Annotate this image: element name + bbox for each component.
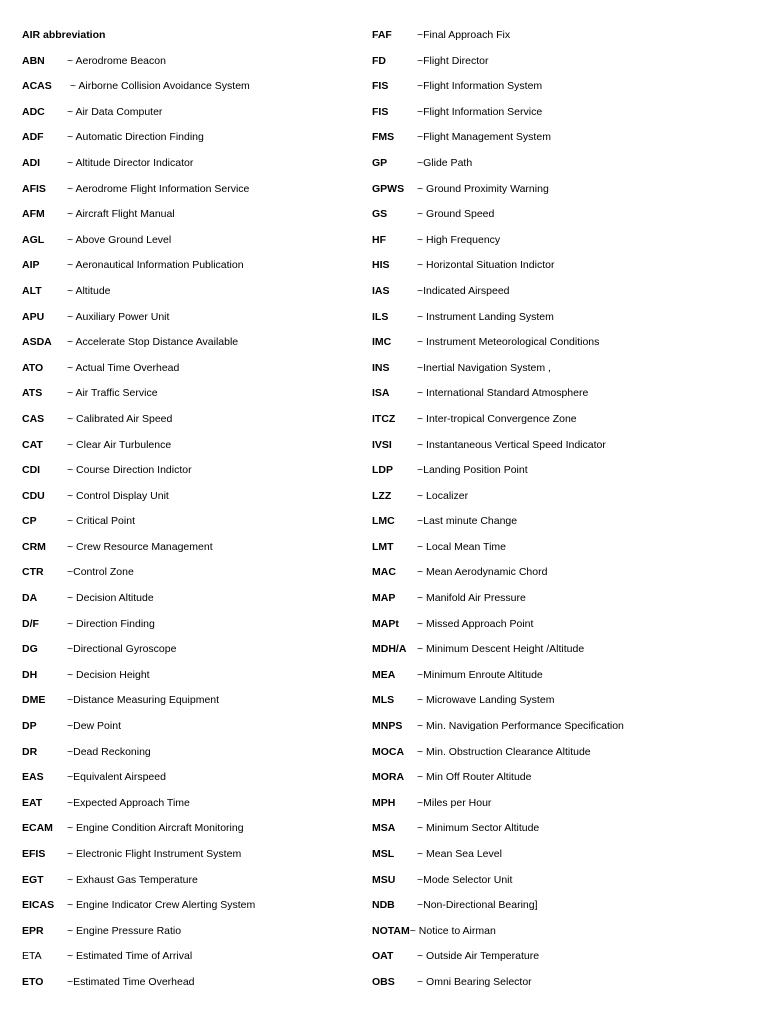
abbreviation-term: FD (372, 54, 386, 67)
abbreviation-row (372, 513, 752, 539)
abbreviation-term: ATS (22, 387, 43, 400)
abbreviation-row (22, 616, 362, 642)
abbreviation-term: OBS (372, 975, 395, 988)
abbreviation-row (372, 257, 752, 283)
abbreviation-term: MSA (372, 822, 396, 835)
list-heading: AIR abbreviation (22, 29, 106, 41)
abbreviation-row (22, 437, 362, 463)
abbreviation-term: MEA (372, 668, 396, 681)
abbreviation-term: CTR (22, 566, 44, 579)
abbreviation-row (22, 104, 362, 130)
abbreviation-term: CAS (22, 412, 45, 425)
abbreviation-term: ISA (372, 387, 390, 400)
abbreviation-row (372, 232, 752, 258)
abbreviation-definition: ~ Clear Air Turbulence (67, 438, 172, 451)
abbreviation-term: LMT (372, 540, 394, 553)
abbreviation-definition: ~ Airborne Collision Avoidance System (67, 80, 250, 93)
abbreviation-term: MNPS (372, 720, 403, 733)
abbreviation-row (22, 232, 362, 258)
abbreviation-definition: ~Flight Information Service (417, 105, 543, 118)
abbreviation-row (372, 974, 752, 1000)
abbreviation-row (22, 795, 362, 821)
abbreviation-term: CDI (22, 464, 41, 477)
abbreviation-term: HIS (372, 259, 390, 272)
abbreviation-row (372, 129, 752, 155)
abbreviation-row (22, 692, 362, 718)
abbreviation-term: LZZ (372, 489, 392, 502)
abbreviation-term: EAS (22, 771, 44, 784)
abbreviation-term: CAT (22, 438, 43, 451)
abbreviation-term: ILS (372, 310, 389, 323)
abbreviation-term: LDP (372, 464, 393, 477)
abbreviation-row (372, 206, 752, 232)
abbreviation-definition: ~ Above Ground Level (67, 233, 172, 246)
abbreviation-row (372, 360, 752, 386)
abbreviation-row (22, 129, 362, 155)
abbreviation-row (372, 590, 752, 616)
abbreviation-term: ADF (22, 131, 44, 144)
abbreviation-definition: ~ Local Mean Time (417, 540, 507, 553)
abbreviation-row (372, 334, 752, 360)
abbreviation-term: HF (372, 233, 386, 246)
abbreviation-term: ITCZ (372, 412, 396, 425)
abbreviation-definition: ~Expected Approach Time (67, 796, 190, 809)
abbreviation-row (22, 309, 362, 335)
abbreviation-term: LMC (372, 515, 395, 528)
abbreviation-definition: ~ Engine Condition Aircraft Monitoring (67, 822, 244, 835)
abbreviation-row (22, 78, 362, 104)
abbreviation-definition: ~ Air Traffic Service (67, 387, 158, 400)
abbreviation-definition: ~Mode Selector Unit (417, 873, 513, 886)
abbreviation-definition: ~ Ground Proximity Warning (417, 182, 549, 195)
abbreviation-term: ETO (22, 975, 44, 988)
abbreviation-row (22, 462, 362, 488)
abbreviation-row (372, 104, 752, 130)
abbreviation-row (372, 923, 752, 949)
abbreviation-row (22, 513, 362, 539)
abbreviation-row (22, 539, 362, 565)
abbreviation-row (22, 283, 362, 309)
abbreviation-definition: ~ Inter-tropical Convergence Zone (417, 412, 577, 425)
abbreviation-row (22, 820, 362, 846)
abbreviation-row (22, 206, 362, 232)
abbreviation-definition: ~Glide Path (417, 156, 473, 169)
abbreviation-definition: ~ Calibrated Air Speed (67, 412, 173, 425)
abbreviation-row (22, 923, 362, 949)
abbreviation-term: NDB (372, 899, 395, 912)
abbreviation-definition: ~Flight Management System (417, 131, 551, 144)
abbreviation-definition: ~ Min. Obstruction Clearance Altitude (417, 745, 591, 758)
abbreviation-definition: ~ Instrument Landing System (417, 310, 554, 323)
abbreviation-definition: ~ Missed Approach Point (417, 617, 534, 630)
abbreviation-row (22, 974, 362, 1000)
abbreviation-term: GP (372, 156, 388, 169)
abbreviation-definition: ~Last minute Change (417, 515, 518, 528)
abbreviation-term: MAP (372, 592, 396, 605)
abbreviation-term: CP (22, 515, 37, 528)
abbreviation-row (372, 462, 752, 488)
abbreviation-term: MAPt (372, 617, 399, 630)
abbreviation-definition: ~Equivalent Airspeed (67, 771, 166, 784)
abbreviation-term: AIP (22, 259, 40, 272)
abbreviation-definition: ~ Aerodrome Beacon (67, 54, 166, 67)
abbreviation-term: ECAM (22, 822, 53, 835)
abbreviation-row (22, 769, 362, 795)
abbreviation-row (372, 437, 752, 463)
abbreviation-term: EPR (22, 924, 44, 937)
abbreviation-definition: ~ Aerodrome Flight Information Service (67, 182, 250, 195)
abbreviation-definition: ~Landing Position Point (417, 464, 528, 477)
abbreviation-row (22, 667, 362, 693)
abbreviation-definition: ~ Estimated Time of Arrival (67, 950, 193, 963)
abbreviation-term: EAT (22, 796, 43, 809)
abbreviation-row (372, 53, 752, 79)
abbreviation-definition: ~ Control Display Unit (67, 489, 169, 502)
abbreviation-definition: ~ Electronic Flight Instrument System (67, 848, 242, 860)
abbreviation-term: FMS (372, 131, 395, 144)
abbreviation-row (372, 411, 752, 437)
abbreviation-definition: ~Estimated Time Overhead (67, 975, 195, 988)
abbreviation-row (372, 897, 752, 923)
abbreviation-definition: ~ Outside Air Temperature (417, 950, 540, 963)
abbreviation-row (22, 385, 362, 411)
abbreviation-definition: ~ Aeronautical Information Publication (67, 259, 244, 272)
abbreviation-row (372, 27, 752, 53)
abbreviation-definition: ~Inertial Navigation System , (417, 361, 551, 374)
abbreviation-row (372, 78, 752, 104)
abbreviation-definition: ~Distance Measuring Equipment (67, 694, 220, 707)
abbreviation-row (22, 744, 362, 770)
abbreviation-definition: ~ Ground Speed (417, 208, 495, 221)
abbreviation-row (372, 564, 752, 590)
abbreviation-term: GPWS (372, 182, 405, 195)
abbreviation-term: ADI (22, 156, 41, 169)
abbreviation-term: DR (22, 745, 38, 758)
abbreviation-definition: ~ Decision Height (67, 668, 150, 681)
abbreviation-definition: ~ Mean Sea Level (417, 848, 502, 860)
abbreviation-row (22, 872, 362, 898)
abbreviation-term: MLS (372, 694, 395, 707)
abbreviation-term: INS (372, 361, 390, 374)
abbreviation-definition: ~ Horizontal Situation Indictor (417, 259, 555, 272)
abbreviation-row (372, 616, 752, 642)
abbreviation-row (372, 820, 752, 846)
abbreviation-row (372, 283, 752, 309)
abbreviation-definition: ~ Decision Altitude (67, 592, 154, 605)
abbreviation-term: MPH (372, 796, 396, 809)
abbreviation-row (372, 846, 752, 872)
abbreviation-definition: ~Minimum Enroute Altitude (417, 668, 543, 681)
abbreviation-definition: ~ Crew Resource Management (67, 540, 213, 553)
abbreviation-row (22, 488, 362, 514)
abbreviation-term: EFIS (22, 848, 46, 860)
abbreviation-row (372, 667, 752, 693)
abbreviation-definition: ~Flight Director (417, 54, 489, 67)
abbreviation-term: MSL (372, 848, 395, 860)
abbreviation-row (22, 181, 362, 207)
abbreviation-term: ATO (22, 361, 44, 374)
abbreviation-row (22, 590, 362, 616)
abbreviation-term: AFM (22, 208, 45, 221)
abbreviation-definition: ~Directional Gyroscope (67, 643, 177, 656)
abbreviation-row (22, 257, 362, 283)
abbreviation-term: CDU (22, 489, 45, 502)
abbreviation-definition: ~ Direction Finding (67, 617, 155, 630)
abbreviation-term: IMC (372, 336, 392, 349)
abbreviation-row (22, 718, 362, 744)
abbreviation-definition: ~ Course Direction Indictor (67, 464, 192, 477)
abbreviation-definition: ~ Actual Time Overhead (67, 361, 180, 374)
abbreviation-row (372, 718, 752, 744)
abbreviation-term: DME (22, 694, 46, 707)
abbreviation-row (372, 692, 752, 718)
abbreviation-term: D/F (22, 617, 39, 630)
abbreviation-row (22, 411, 362, 437)
abbreviation-term: MAC (372, 566, 396, 579)
right-column (372, 27, 752, 1000)
abbreviation-definition: ~ Notice to Airman (409, 924, 496, 937)
abbreviation-row (372, 948, 752, 974)
abbreviation-row (22, 846, 362, 872)
abbreviation-term: DA (22, 592, 38, 605)
abbreviation-term: CRM (22, 540, 46, 553)
abbreviation-definition: ~ Min Off Router Altitude (417, 771, 532, 784)
abbreviation-definition: ~Control Zone (67, 566, 134, 579)
left-column (22, 27, 362, 1000)
abbreviation-definition: ~ Engine Pressure Ratio (67, 924, 182, 937)
abbreviation-definition: ~Dead Reckoning (67, 745, 151, 758)
abbreviation-row (22, 53, 362, 79)
abbreviation-definition: ~Indicated Airspeed (417, 284, 510, 297)
abbreviation-term: AFIS (22, 182, 46, 195)
abbreviation-row (372, 488, 752, 514)
abbreviation-row (372, 155, 752, 181)
abbreviation-term: OAT (372, 950, 394, 963)
abbreviation-definition: ~ Exhaust Gas Temperature (67, 873, 198, 886)
abbreviation-term: FIS (372, 80, 389, 93)
abbreviation-term: MORA (372, 771, 405, 784)
abbreviation-term: ADC (22, 105, 45, 118)
abbreviation-row (372, 795, 752, 821)
abbreviation-term: FIS (372, 105, 389, 118)
abbreviation-term: ACAS (22, 80, 52, 93)
abbreviation-row (22, 641, 362, 667)
abbreviation-definition: ~Final Approach Fix (417, 29, 511, 41)
abbreviation-definition: ~ Auxiliary Power Unit (67, 310, 170, 323)
abbreviation-term: DG (22, 643, 38, 656)
abbreviation-row (22, 948, 362, 974)
abbreviation-definition: ~ Accelerate Stop Distance Available (67, 336, 239, 349)
abbreviation-row (22, 155, 362, 181)
abbreviation-term: ASDA (22, 336, 52, 349)
abbreviation-term: NOTAM (372, 924, 410, 937)
abbreviation-row (372, 181, 752, 207)
abbreviation-definition: ~ Aircraft Flight Manual (67, 208, 175, 221)
abbreviation-term: ABN (22, 54, 45, 67)
abbreviation-row (372, 744, 752, 770)
abbreviation-row (372, 641, 752, 667)
abbreviation-term: MOCA (372, 745, 405, 758)
abbreviation-term: IAS (372, 284, 390, 297)
abbreviation-definition: ~ International Standard Atmosphere (417, 387, 589, 400)
abbreviation-term: DP (22, 720, 37, 733)
abbreviation-row (22, 334, 362, 360)
abbreviation-definition: ~ Omni Bearing Selector (417, 975, 532, 988)
abbreviation-row (22, 897, 362, 923)
abbreviation-term: IVSI (372, 438, 392, 451)
abbreviation-definition: ~Non-Directional Bearing] (417, 899, 538, 912)
abbreviation-term: MSU (372, 873, 396, 886)
abbreviation-definition: ~Flight Information System (417, 80, 543, 93)
abbreviation-definition: ~ Automatic Direction Finding (67, 131, 204, 144)
abbreviation-term: ETA (22, 950, 42, 963)
abbreviation-row (372, 309, 752, 335)
abbreviation-definition: ~ Minimum Descent Height /Altitude (417, 643, 585, 656)
abbreviation-definition: ~ Altitude (67, 284, 111, 297)
abbreviation-definition: ~Dew Point (67, 720, 121, 733)
abbreviation-definition: ~ Microwave Landing System (417, 694, 555, 707)
abbreviation-row (372, 385, 752, 411)
abbreviation-definition: ~Miles per Hour (417, 796, 492, 809)
abbreviation-term: AGL (22, 233, 45, 246)
abbreviation-term: EICAS (22, 899, 55, 912)
abbreviation-definition: ~ Instrument Meteorological Conditions (417, 336, 600, 349)
abbreviation-row (372, 872, 752, 898)
abbreviation-row (372, 769, 752, 795)
abbreviation-definition: ~ Mean Aerodynamic Chord (417, 566, 548, 579)
abbreviation-term: GS (372, 208, 388, 221)
abbreviation-definition: ~ Critical Point (67, 515, 135, 528)
abbreviation-row (372, 539, 752, 565)
abbreviation-row (22, 564, 362, 590)
abbreviation-row (22, 360, 362, 386)
abbreviation-definition: ~ Min. Navigation Performance Specification (417, 720, 624, 733)
abbreviation-term: APU (22, 310, 45, 323)
abbreviation-definition: ~ Minimum Sector Altitude (417, 822, 540, 835)
abbreviation-definition: ~ Localizer (417, 489, 469, 502)
abbreviation-term: EGT (22, 873, 44, 886)
abbreviation-definition: ~ Air Data Computer (67, 105, 163, 118)
abbreviation-definition: ~ Altitude Director Indicator (67, 156, 194, 169)
abbreviation-definition: ~ Instantaneous Vertical Speed Indicator (417, 438, 606, 451)
abbreviation-term: ALT (22, 284, 42, 297)
abbreviation-definition: ~ Manifold Air Pressure (417, 592, 526, 605)
abbreviation-definition: ~ Engine Indicator Crew Alerting System (67, 899, 256, 912)
abbreviation-term: MDH/A (372, 643, 407, 656)
abbreviation-term: FAF (372, 29, 392, 41)
abbreviation-term: DH (22, 668, 38, 681)
abbreviation-definition: ~ High Frequency (417, 233, 501, 246)
